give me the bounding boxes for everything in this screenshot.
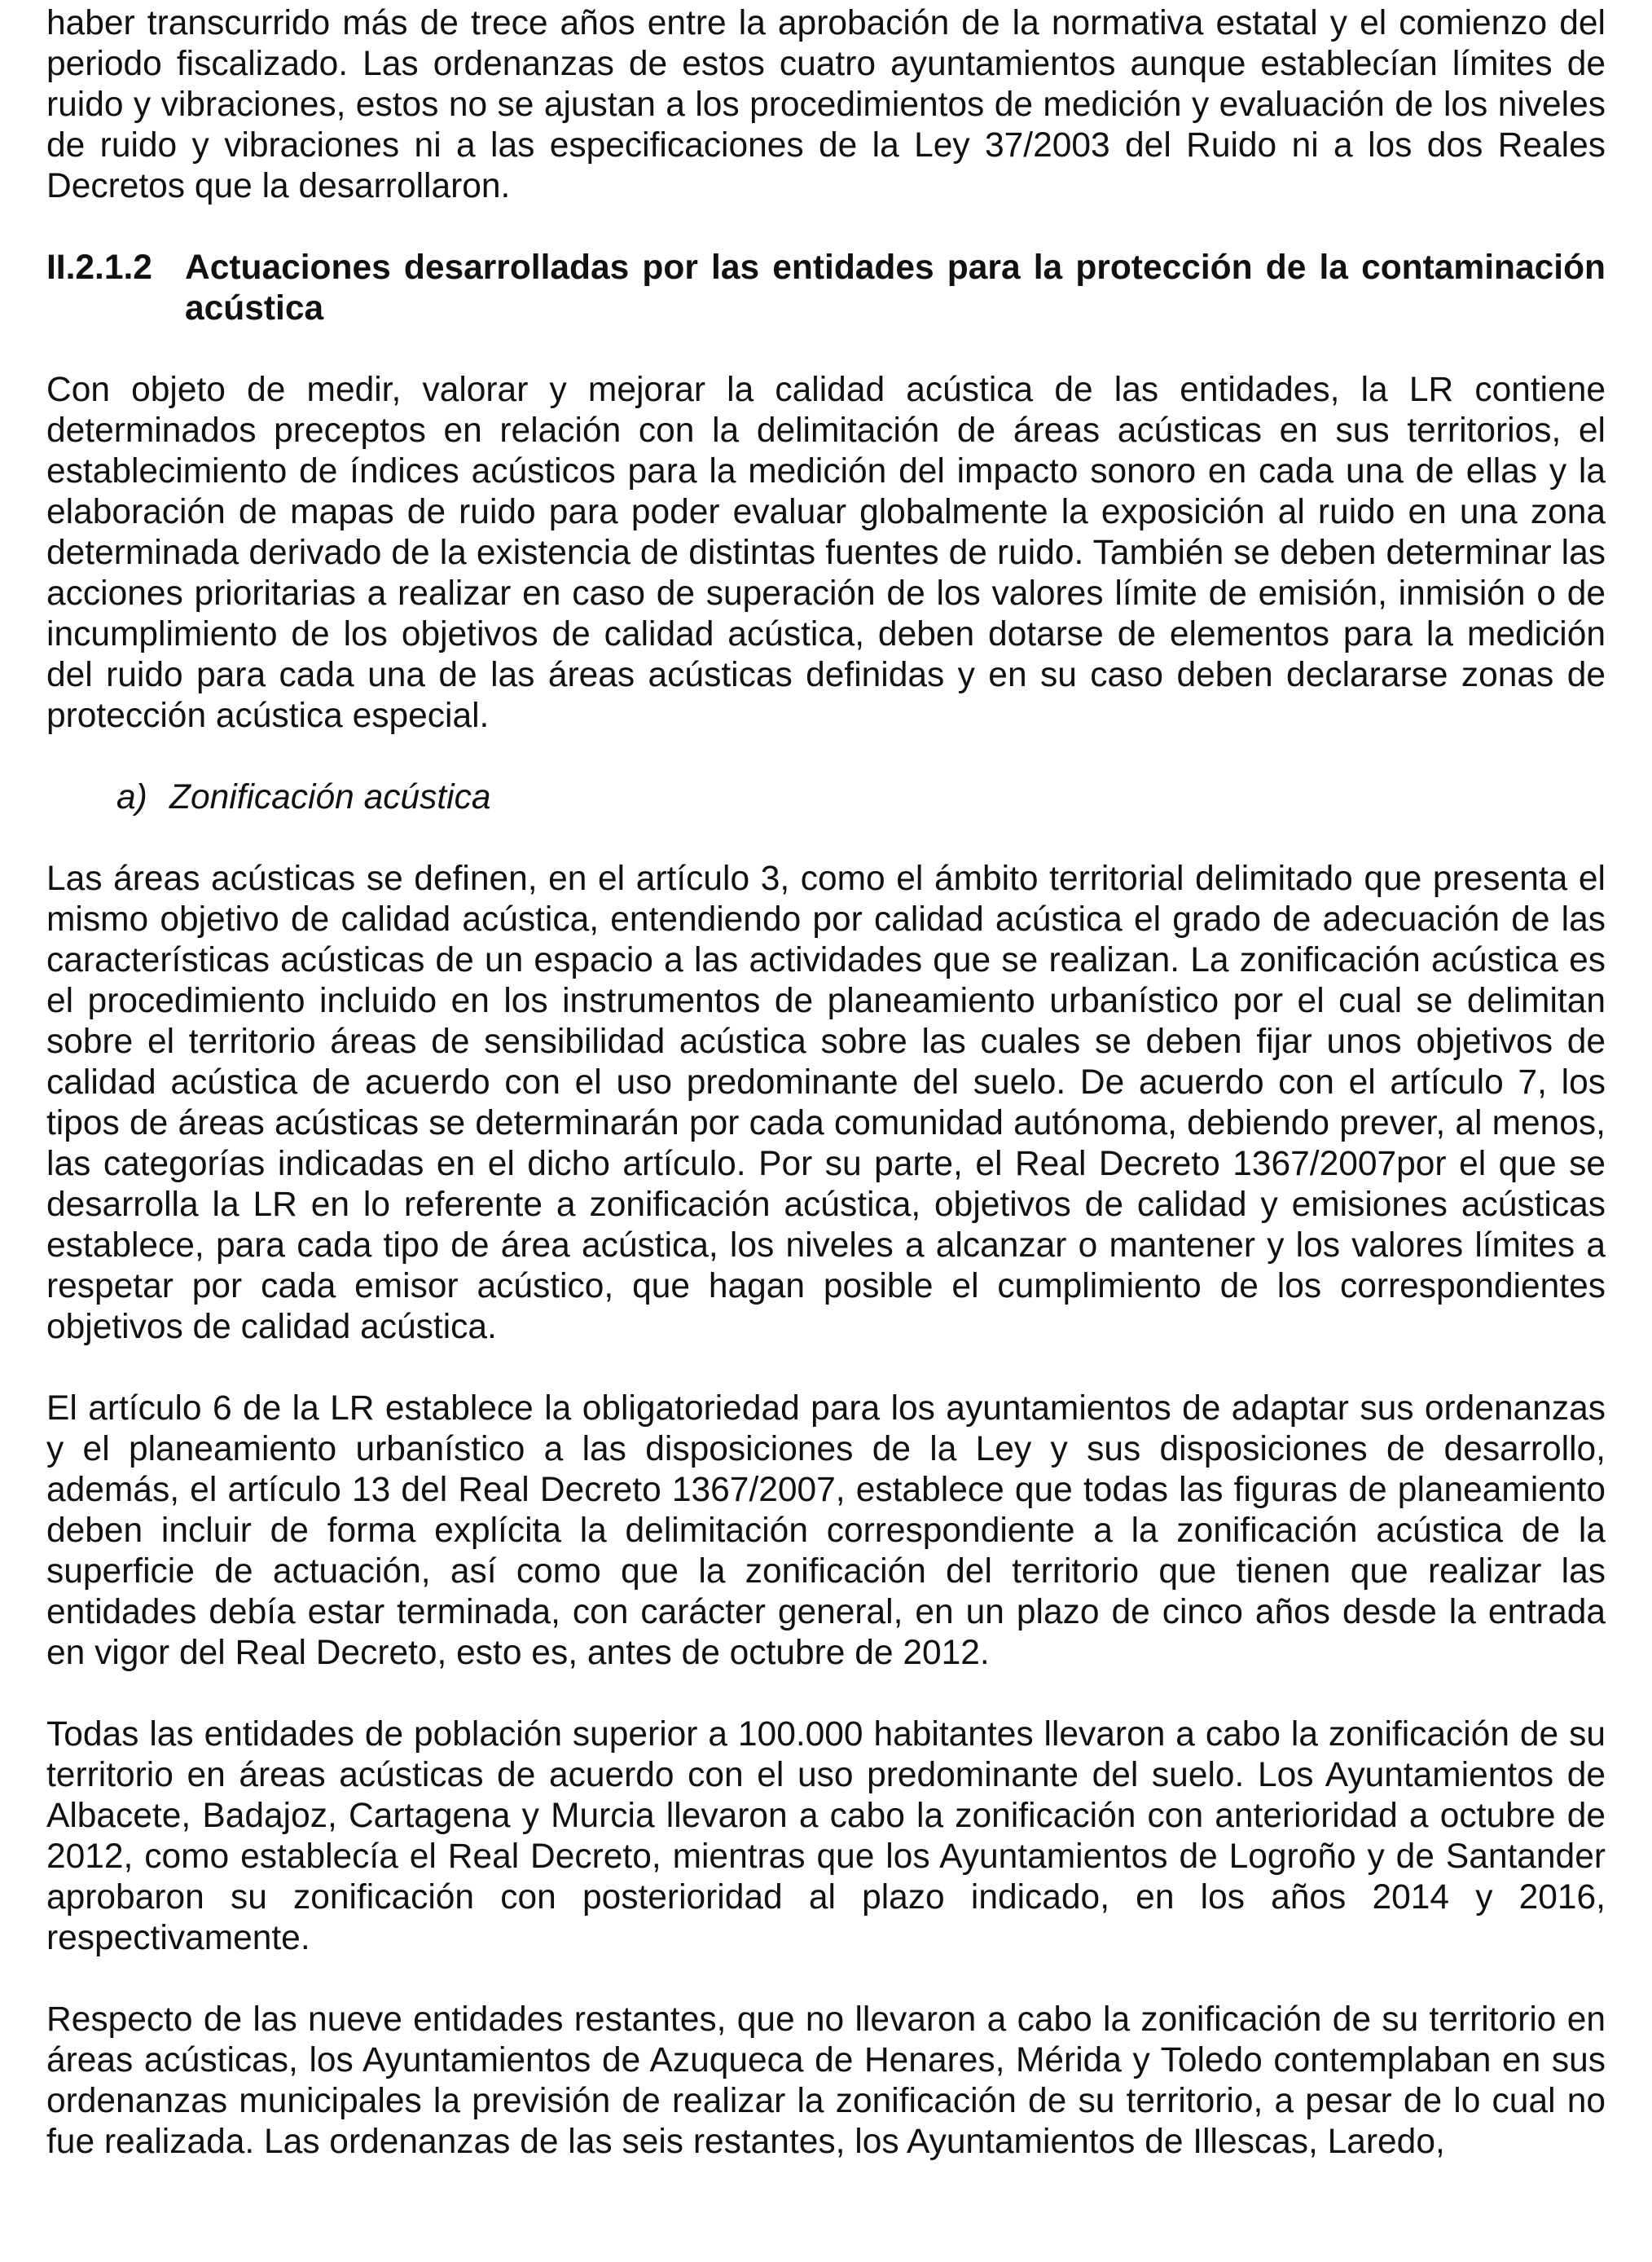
subsection-heading <box>46 777 1606 818</box>
section-paragraph: Con objeto de medir, valorar y mejorar la calidad acústica de las entidades, la LR contiene determinados preceptos en relación con la delimitación de áreas acústicas en sus territorios, el establecimiento de índices acústicos para la medición del impacto sonoro en cada una de ellas y la elaboración de mapas de ruido para poder evaluar globalmente la exposición al ruido en una zona determinada derivado de la existencia de distintas fuentes de ruido. También se deben determinar las acciones prioritarias a realizar en caso de superación de los valores límite de emisión, inmisión o de incumplimiento de los objetivos de calidad acústica, deben dotarse de elementos para la medición del ruido para cada una de las áreas acústicas definidas y en su caso deben declararse zonas de protección acústica especial. <box>46 371 1606 735</box>
paragraph-entidades-poblacion: Todas las entidades de población superior a 100.000 habitantes llevaron a cabo la zonificación de su territorio en áreas acústicas de acuerdo con el uso predominante del suelo. Los Ayuntamientos de Albacete, Badajoz, Cartagena y Murcia llevaron a cabo la zonificación con anterioridad a octubre de 2012, como establecía el Real Decreto, mientras que los Ayuntamientos de Logroño y de Santander aprobaron su zonificación con posterioridad al plazo indicado, en los años 2014 y 2016, respectivamente. <box>46 1715 1606 1957</box>
paragraph-articulo-6: El artículo 6 de la LR establece la obligatoriedad para los ayuntamientos de adaptar sus ordenanzas y el planeamiento urbanístico a las disposiciones de la Ley y sus disposiciones de desarrollo, además, el artículo 13 del Real Decreto 1367/2007, establece que todas las figuras de planeamiento deben incluir de forma explícita la delimitación correspondiente a la zonificación acústica de la superficie de actuación, así como que la zonificación del territorio que tienen que realizar las entidades debía estar terminada, con carácter general, en un plazo de cinco años desde la entrada en vigor del Real Decreto, esto es, antes de octubre de 2012. <box>46 1389 1606 1672</box>
subsection-marker: a) <box>116 778 147 816</box>
subsection-title: Zonificación acústica <box>169 778 491 816</box>
intro-paragraph: haber transcurrido más de trece años entre la aprobación de la normativa estatal y el comienzo del periodo fiscalizado. Las ordenanzas de estos cuatro ayuntamientos aunque establecían límites de ruido y vibraciones, estos no se ajustan a los procedimientos de medición y evaluación de los niveles de ruido y vibraciones ni a las especificaciones de la Ley 37/2003 del Ruido ni a los dos Reales Decretos que la desarrollaron. <box>46 4 1606 205</box>
section-heading <box>46 248 1606 329</box>
document-page <box>46 3 1606 2163</box>
section-title: Actuaciones desarrolladas por las entidades para la protección de la contaminación acústica <box>185 249 1606 328</box>
paragraph-areas-acusticas: Las áreas acústicas se definen, en el artículo 3, como el ámbito territorial delimitado que presenta el mismo objetivo de calidad acústica, entendiendo por calidad acústica el grado de adecuación de las características acústicas de un espacio a las actividades que se realizan. La zonificación acústica es el procedimiento incluido en los instrumentos de planeamiento urbanístico por el cual se delimitan sobre el territorio áreas de sensibilidad acústica sobre las cuales se deben fijar unos objetivos de calidad acústica de acuerdo con el uso predominante del suelo. De acuerdo con el artículo 7, los tipos de áreas acústicas se determinarán por cada comunidad autónoma, debiendo prever, al menos, las categorías indicadas en el dicho artículo. Por su parte, el Real Decreto 1367/2007por el que se desarrolla la LR en lo referente a zonificación acústica, objetivos de calidad y emisiones acústicas establece, para cada tipo de área acústica, los niveles a alcanzar o mantener y los valores límites a respetar por cada emisor acústico, que hagan posible el cumplimiento de los correspondientes objetivos de calidad acústica. <box>46 860 1606 1346</box>
section-number: II.2.1.2 <box>46 249 152 287</box>
paragraph-nueve-entidades: Respecto de las nueve entidades restantes, que no llevaron a cabo la zonificación de su territorio en áreas acústicas, los Ayuntamientos de Azuqueca de Henares, Mérida y Toledo contemplaban en sus ordenanzas municipales la previsión de realizar la zonificación de su territorio, a pesar de lo cual no fue realizada. Las ordenanzas de las seis restantes, los Ayuntamientos de Illescas, Laredo, <box>46 2000 1606 2161</box>
